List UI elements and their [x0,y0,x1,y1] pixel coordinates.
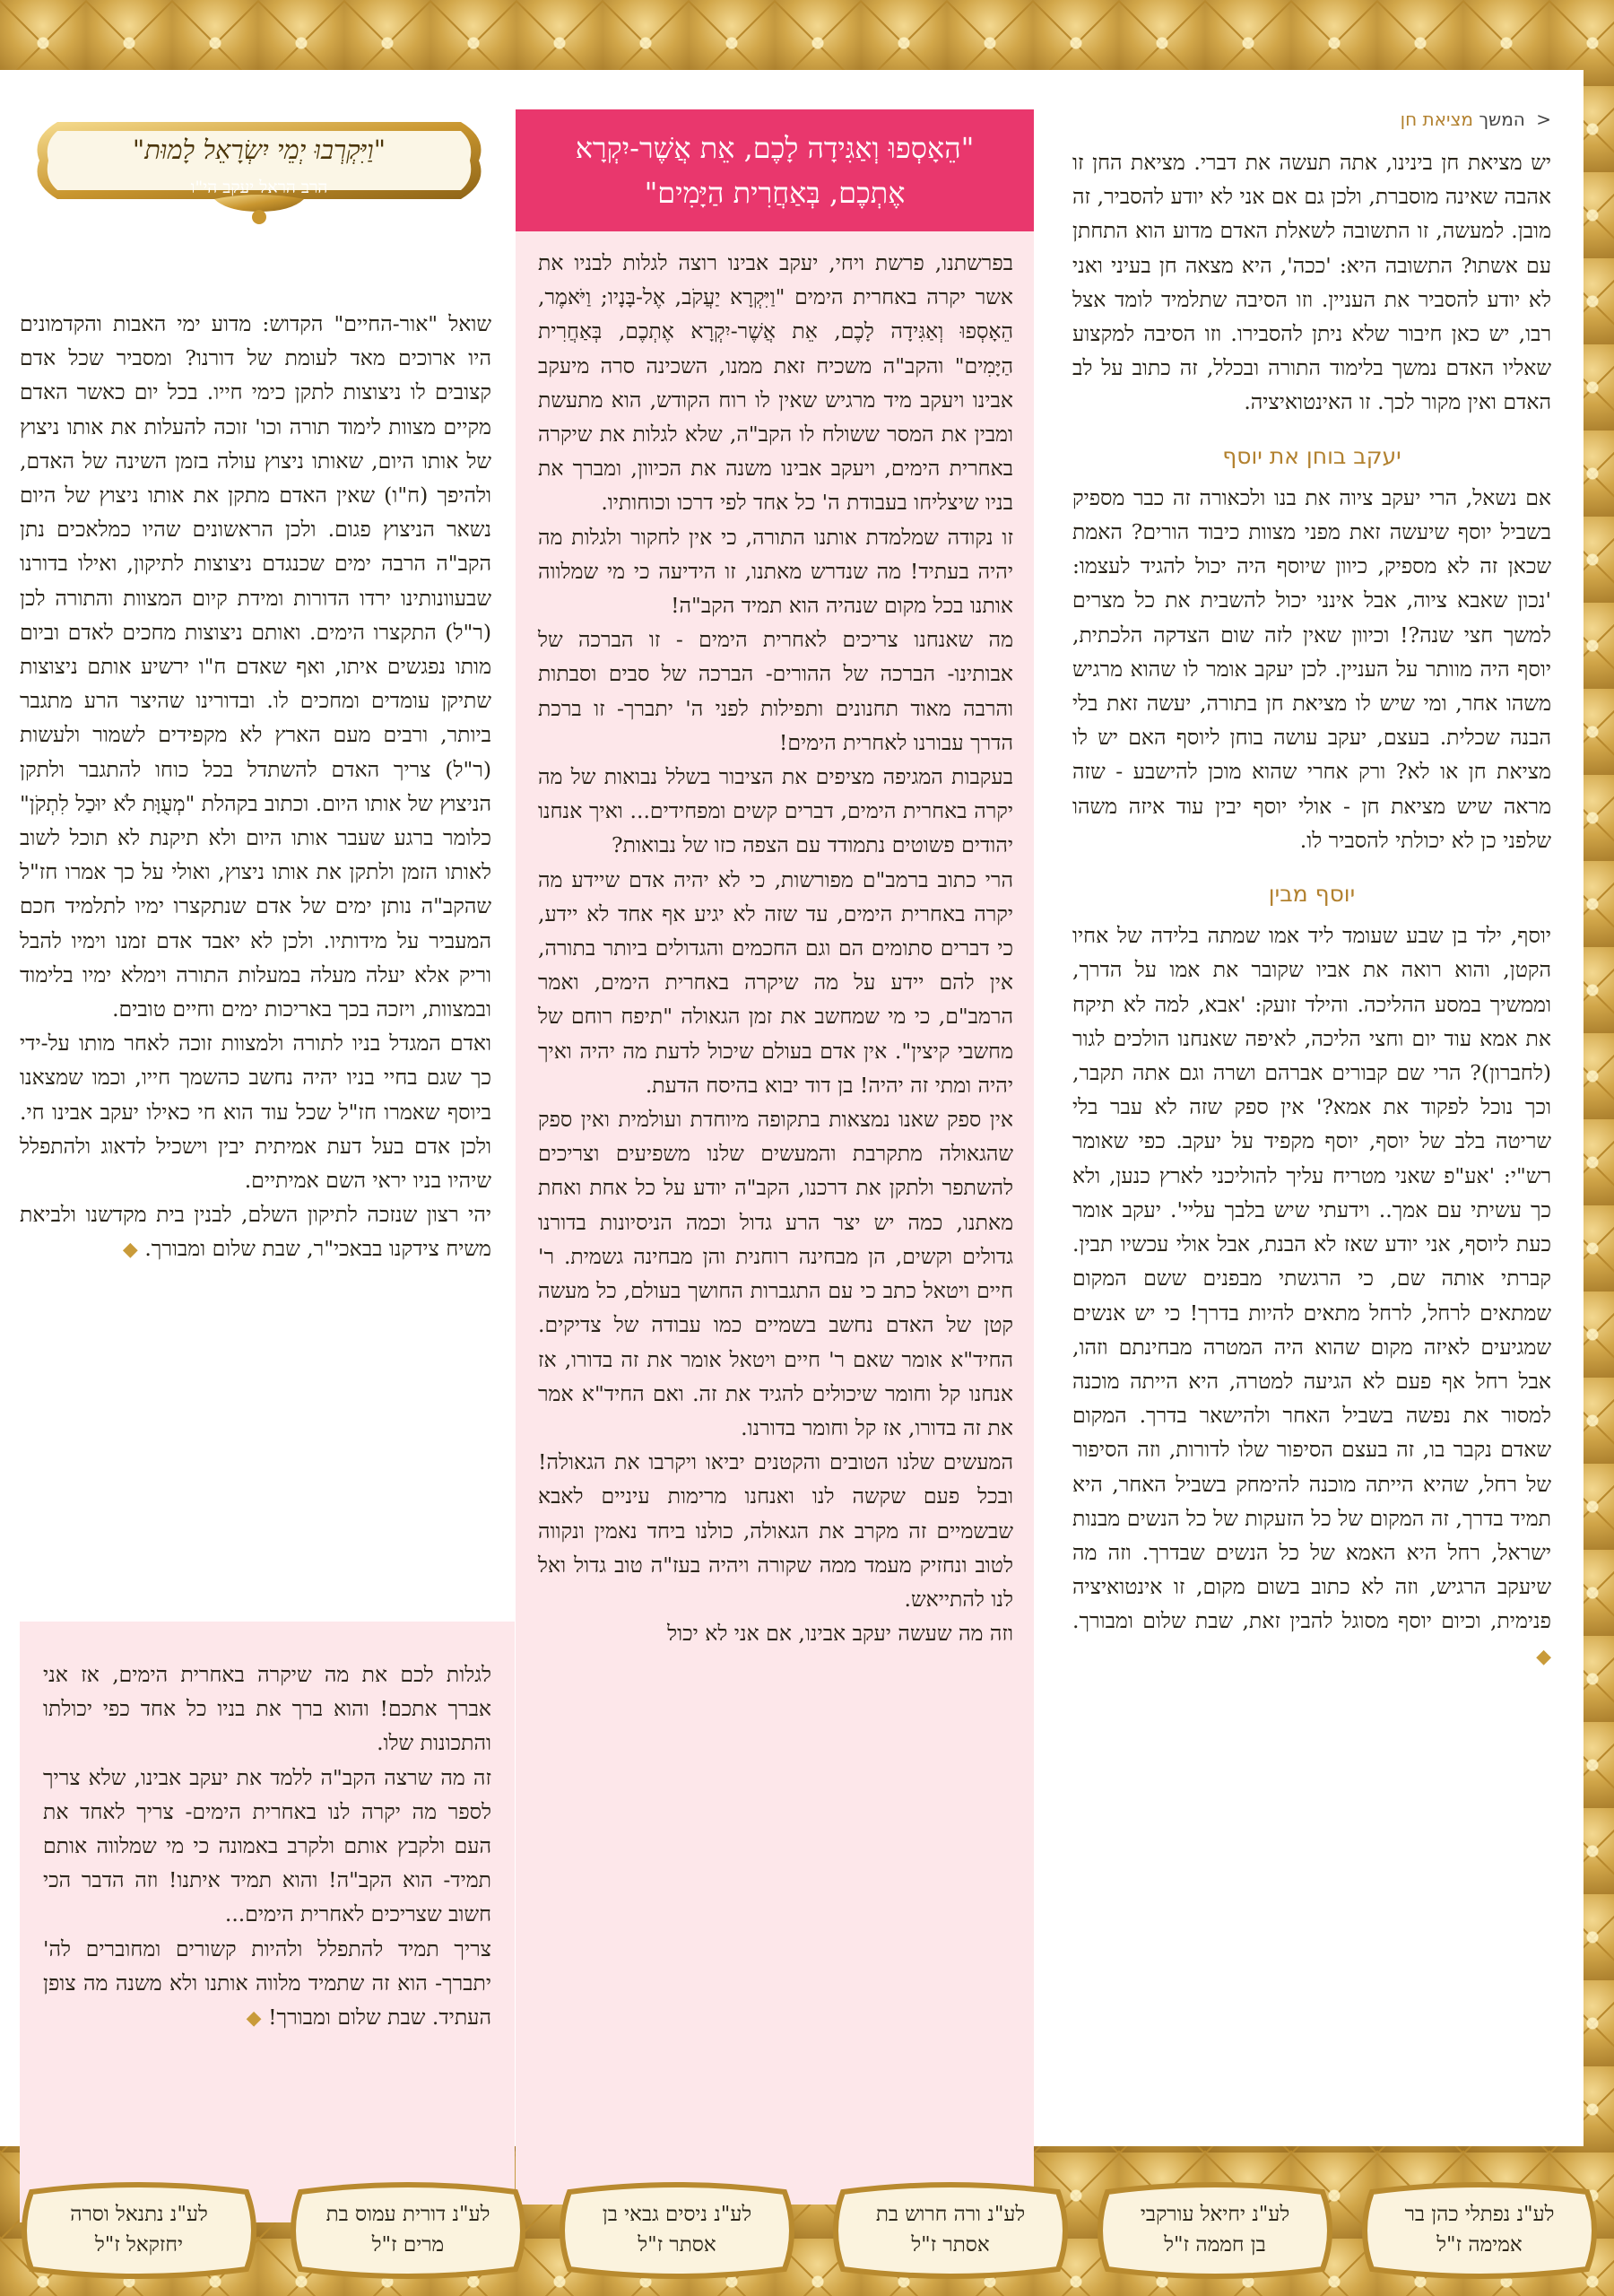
left-column [20,307,491,1268]
left-article-author: הרב הראל יעקב הי"ו [190,178,328,197]
continuation-title: מציאת חן [1400,109,1473,130]
end-diamond-icon: ◆ [246,2007,262,2031]
right-paragraph-2: אם נשאל, הרי יעקב ציוה את בנו ולכאורה זה כבר מספיק בשביל יוסף שיעשה זאת מפני מצוות כיבוד הורים? האמת שכאן זה לא מספיק, כיוון שיוסף היה יכול להגיד לעצמו: 'נכון שאבא ציוה, אבל אינני יכול להשבית את כל מצרים למשך חצי שנה?! וכיוון שאין לזה שום הצדקה הלכתית, יוסף היה מוותר על העניין. לכן יעקב אומר לו שהוא מרגיש משהו אחר, ומי שיש לו מציאת חן בתורה, יעשה זאת בלי הבנה שכלית. בעצם, יעקב עושה בוחן ליוסף האם יש לו מציאת חן או לא? ורק אחרי שהוא מוכן להישבע - שזה מראה שיש מציאת חן - אולי יוסף יבין עוד איזה משהו שלפני כן לא יכולתי להסביר לו. [1072,484,1551,853]
memorial-plaque [13,2176,265,2285]
middle-column [538,246,1013,1650]
memorial-plaque [825,2176,1076,2285]
page-sheet [0,70,1584,2146]
memorial-line-2: אסתר ז"ל [638,2233,716,2257]
middle-title-line-1: "הֵאָסְפוּ וְאַגִּידָה לָכֶם, אֵת אֲשֶׁר-יִקְרָא [575,131,975,165]
middle-paragraph-2: זו נקודה שמלמדת אותנו התורה, כי אין לחקור ולגלות מה יהיה בעתיד! מה שנדרש מאתנו, זו הידיעה כי מי שמלווה אותנו בכל מקום שנהיה הוא תמיד הקב"ה! [538,524,1013,619]
middle-title-line-2: אֶתְכֶם, בְּאַחֲרִית הַיָּמִים" [644,176,906,210]
left-paragraph-1: שואל "אור-החיים" הקדוש: מדוע ימי האבות והקדמונים היו ארוכים מאד לעומת של דורנו? ומסביר שכל אדם קצובים לו ניצוצות לתקן כימי חייו. בכל יום כאשר האדם מקיים מצוות לימוד תורה וכו' זוכה להעלות את אותו ניצוץ של אותו היום, שאותו ניצוץ עולה בזמן השינה של האדם, ולהיפך (ח"ו) שאין האדם מתקן את אותו ניצוץ של היום נשאר הניצוץ פגום. ולכן הראשונים שהיו כמלאכים נתן הקב"ה הרבה ימים שכנגדם ניצוצות לתיקון, ואילו בדורנו שבעוונותינו ירדו הדורות ומידת קיום המצוות והתורה לכן (ר"ל) התקצרו הימים. ואותם ניצוצות מחכים לאדם וביום מותו נפגשים איתו, ואף שאדם ח"ו ירשיע אותם ניצוצות שתיקן עומדים ומחכים לו. ובדורינו שהיצר הרע מתגבר ביותר, ורבים מעם הארץ לא מקפידים לשמור ולעשות (ר"ל) צריך האדם להשתדל בכל כוחו להתגבר ולתקן הניצוץ של אותו היום. וכתוב בקהלת "מְעֻוָּת לֹא יוּכַל לִתְקֹן" כלומר ברגע שעבר אותו היום ולא תיקנת לא תוכל לשוב לאותו הזמן ולתקן את אותו ניצוץ, ואולי על כך אמרו חז"ל שהקב"ה נותן ימים של אדם שנתקצרו ימיו לתלמיד חכם המעביר על מידותיו. ולכן לא יאבד אדם זמנו וימיו להבל וריק אלא יעלה מעלה במעלות התורה וימלא ימיו בלימוד ובמצוות, ויזכה בכך באריכות ימים וחיים טובים. [20,311,491,1022]
left-paragraph-2: ואדם המגדל בניו לתורה ולמצוות זוכה לאחר מותו על-ידי כך שגם בחיי בניו יהיה נחשב כהשמך חייו, וכמו שמצאנו ביוסף שאמרו חז"ל שכל עוד הוא חי כאילו יעקב אבינו חי. ולכן אדם בעל דעת אמיתית יבין וישכיל לדאוג ולהתפלל שיהיו בניו יראי השם אמיתיים. [20,1031,491,1194]
right-paragraph-1: יש מציאת חן בינינו, אתה תעשה את דברי. מציאת החן זו אהבה שאינה מוסברת, ולכן גם אם אני לא יודע להסביר, זה מובן. למעשה, זו התשובה לשאלת האדם מדוע הוא התחתן עם אשתו? התשובה היא: 'ככה', היא מצאה חן בעיני ואני לא יודע להסביר את העניין. וזו הסיבה שתלמיד לומד אצל רבו, יש כאן חיבור שלא ניתן להסבירו. וזו הסיבה למקצוע שאליו האדם נמשך בלימוד התורה ובכלל, זה כתוב על לב האדם ואין מקור לכך. זו האינטואיציה. [1072,150,1551,415]
box-paragraph-1: לגלות לכם את מה שיקרה באחרית הימים, אז אני אברך אתכם! והוא ברך את בניו כל אחד כפי יכולתו והתכונות שלו. [43,1662,491,1756]
memorial-line-1: לע"נ ניסים גבאי בן [602,2203,752,2226]
memorial-strip [0,2169,1614,2294]
memorial-line-1: לע"נ נתנאל וסרה [70,2203,208,2226]
left-title-plaque [22,111,497,228]
memorial-line-2: בן חממה ז"ל [1164,2233,1266,2257]
middle-paragraph-7: המעשים שלנו הטובים והקטנים יביאו ויקרבו את הגאולה! ובכל פעם שקשה לנו ואנחנו מרימות עיניים לאבא שבשמיים זה מקרב את הגאולה, כולנו ביחד נאמין ונקווה לטוב ונחזיק מעמד ממה שקורה ויהיה בעז"ה טוב גדול ואל לנו להתייאש. [538,1449,1013,1612]
middle-paragraph-6: אין ספק שאנו נמצאות בתקופה מיוחדת ועולמית ואין ספק שהגאולה מתקרבת והמעשים שלנו משפיעים וצריכים להשתפר ולתקן את דרכנו, הקב"ה יודע על כל אחת ואחת מאתנו, כמה יש יצר הרע גדול וכמה הניסיונות בדורנו גדולים וקשים, הן מבחינה רוחנית והן מבחינה גשמית. ר' חיים ויטאל כתב כי עם התגברות החושך בעולם, כל מעשה קטן של האדם נחשב בשמיים כמו עבודה של צדיקים. החיד"א אומר שאם ר' חיים ויטאל אומר את זה בדורו, אז אנחנו קל וחומר שיכולים להגיד את זה. ואם החיד"א אמר את זה בדורו, אז קל וחומר בדורנו. [538,1107,1013,1440]
continuation-label: המשך [1479,109,1525,130]
left-paragraph-3: יהי רצון שנזכה לתיקון השלם, לבנין בית מקדשנו ולביאת משיח צידקנו בבאכי"ר, שבת שלום ומבורך. ◆ [20,1202,491,1262]
memorial-line-1: לע"נ נפתלי כהן בר [1404,2203,1555,2226]
continuation-marker: < [1536,109,1551,130]
middle-paragraph-8: וזה מה שעשה יעקב אבינו, אם אני לא יכול [667,1621,1013,1647]
end-diamond-icon: ◆ [1536,1645,1551,1668]
left-box-text [43,1657,491,2036]
box-paragraph-2: זה מה שרצה הקב"ה ללמד את יעקב אבינו, שלא צריך לספר מה יקרה לנו באחרית הימים- צריך לאחד את העם ולקבץ אותם ולקרב באמונה כי מי שמלווה אותם תמיד- הוא הקב"ה! והוא תמיד איתנו! וזה הדבר הכי חשוב שצריכים לאחרית הימים... [43,1764,491,1927]
memorial-plaque [1354,2176,1605,2285]
right-paragraph-3: יוסף, ילד בן שבע שעומד ליד אמו שמתה בלידה של אחיו הקטן, והוא רואה את אביו שקובר את אמו על הדרך, וממשיך במסע ההליכה. והילד זועק: 'אבא, למה לא תיקח את אמא עוד יום וחצי הליכה, לאיפה שאנחנו הולכים לגור (לחברון)? הרי שם קבורים אברהם ושרה וגם אתה תקבר, וכך נוכל לפקוד את אמא?' אין ספק שזה לא עבר בלי שריטה בלב של יוסף, יוסף מקפיד על יעקב. כפי שאומר רש"י: 'אע"פ שאני מטריח עליך להוליכני לארץ כנען, ולא כך עשיתי עם אמך.. וידעתי שיש בלבך עליי'. יעקב אומר כעת ליוסף, אני יודע שאז לא הבנת, אבל אולי עכשיו תבין. קברתי אותה שם, כי הרגשתי מבפנים ששם המקום שמתאים לרחל, לרחל מתאים להיות בדרך! כי יש אנשים שמגיעים לאיזה מקום שהוא היה המטרה מבחינתם וזהו, אבל רחל אף פעם לא הגיעה למטרה, היא הייתה מוכנה למסור את נפשה בשביל האחר ולהישאר בדרך. המקום שאדם נקבר בו, זה בעצם הסיפור שלו לדורות, וזה הסיפור של רחל, שהיא הייתה מוכנה להימחק בשביל האחר, היא תמיד בדרך, זה המקום של כל הזעקות של כל הנשים מבנות ישראל, רחל היא האמא של כל הנשים שבדרך. וזה מה שיעקב הרגיש, וזה לא כתוב בשום מקום, זו אינטואיציה פנימית, וכיום יוסף מסוגל להבין זאת, שבת שלום ומבורך. ◆ [1072,923,1551,1668]
plaque-ornament-icon [22,111,497,228]
memorial-line-1: לע"נ ורה חרוש בת [875,2203,1026,2226]
memorial-plaque [551,2176,803,2285]
right-column [1072,106,1551,1674]
middle-paragraph-1: בפרשתנו, פרשת ויחי, יעקב אבינו רוצה לגלות לבניו את אשר יקרה באחרית הימים "וַיִּקְרָא יַעֲקֹב, אֶל-בָּנָיו; וַיֹּאמֶר, הֵאָסְפוּ וְאַגִּידָה לָכֶם, אֵת אֲשֶׁר-יִקְרָא אֶתְכֶם, בְּאַחֲרִית הַיָּמִים" והקב"ה משכיח זאת ממנו, השכינה סרה מיעקב אבינו ויעקב מיד מרגיש שאין לו רוח הקודש, הוא מתעשת ומבין את המסר ששולח לו הקב"ה, שלא לגלות את שיקרה באחרית הימים, ויעקב אבינו משנה את הכיוון, ומברך את בניו שיצליחו בעבודת ה' כל אחד לפי דרכו וכוחותיו. [538,250,1013,516]
middle-article-title [516,109,1034,231]
memorial-line-2: מרים ז"ל [371,2233,445,2257]
left-article-title: "וַיִּקְרְבוּ יְמֵי יִשְׂרָאֵל לָמוּת" [132,135,386,165]
memorial-line-1: לע"נ דורית עמוס בת [325,2203,490,2226]
memorial-plaque [1089,2176,1341,2285]
box-paragraph-3: צריך תמיד להתפלל ולהיות קשורים ומחוברים לה' יתברך- הוא זה שתמיד מלווה אותנו ולא משנה מה צופן העתיד. שבת שלום ומבורך! ◆ [43,1935,491,2031]
subheading-joseph-understands: יוסף מבין [1268,881,1356,908]
end-diamond-icon: ◆ [122,1239,138,1262]
middle-paragraph-3: מה שאנחנו צריכים לאחרית הימים - זו הברכה של אבותינו- הברכה של ההורים- הברכה של סבים וסבתות והרבה מאוד תחנונים ותפילות לפני ה' יתברך- זו ברכת הדרך עבורנו לאחרית הימים! [538,627,1013,755]
subheading-jacob-tests-joseph: יעקב בוחן את יוסף [1222,442,1401,469]
middle-paragraph-5: הרי כתוב ברמב"ם מפורשות, כי לא יהיה אדם שיידע מה יקרה באחרית הימים, עד שזה לא יגיע אף אחד לא יידע, כי דברים סתומים הם וגם החכמים והגדולים ביותר בתורה, אין להם יידע על מה שיקרה באחרית הימים, ואמר הרמב"ם, כי מי שמחשב את זמן הגאולה "תיפח רוחם של מחשבי קיצין". אין אדם בעולם שיכול לדעת מה יהיה ואיך יהיה ומתי זה יהיה! בן דוד יבוא בהיסח הדעת. [538,866,1013,1098]
memorial-line-2: יחזקאל ז"ל [95,2233,183,2257]
continuation-header [1072,106,1551,133]
memorial-plaque [282,2176,534,2285]
memorial-line-1: לע"נ יחיאל עורקבי [1140,2203,1290,2226]
memorial-line-2: אמימה ז"ל [1436,2233,1523,2257]
middle-paragraph-4: בעקבות המגיפה מציפים את הציבור בשלל נבואות של מה יקרה באחרית הימים, דברים קשים ומפחידים... ואיך אנחנו יהודים פשוטים נתמודד עם הצפה כזו של נבואות? [538,764,1013,858]
memorial-line-2: אסתר ז"ל [911,2233,990,2257]
